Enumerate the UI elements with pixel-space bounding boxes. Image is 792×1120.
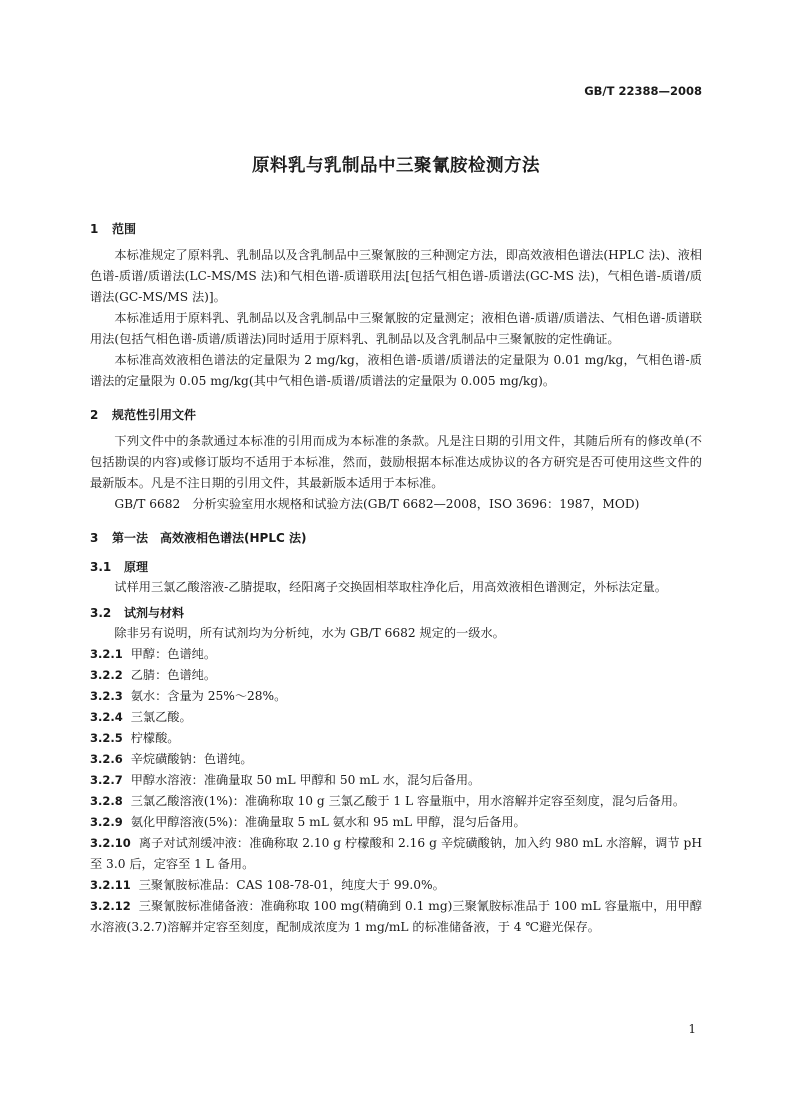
subsection-number: 3.2 bbox=[90, 606, 112, 620]
item-text: 辛烷磺酸钠：色谱纯。 bbox=[130, 752, 253, 766]
reagent-item bbox=[90, 770, 702, 791]
section-title: 规范性引用文件 bbox=[112, 408, 197, 422]
subsection-number: 3.1 bbox=[90, 560, 112, 574]
reagent-item bbox=[90, 749, 702, 770]
item-text: 甲醇水溶液：准确量取 50 mL 甲醇和 50 mL 水，混匀后备用。 bbox=[130, 773, 481, 787]
scope-paragraph: 本标准规定了原料乳、乳制品以及含乳制品中三聚氰胺的三种测定方法，即高效液相色谱法(HPLC 法)、液相色谱-质谱/质谱法(LC-MS/MS 法)和气相色谱-质谱联用法[包括气相色谱-质谱法(GC-MS 法)，气相色谱-质谱/质谱法(GC-MS/MS 法)]。 bbox=[90, 248, 702, 304]
item-number: 3.2.8 bbox=[90, 794, 123, 808]
section-number: 3 bbox=[90, 531, 99, 545]
references-paragraph: 下列文件中的条款通过本标准的引用而成为本标准的条款。凡是注日期的引用文件，其随后所有的修改单(不包括勘误的内容)或修订版均不适用于本标准，然而，鼓励根据本标准达成协议的各方研究是否可使用这些文件的最新版本。凡是不注日期的引用文件，其最新版本适用于本标准。 bbox=[90, 434, 702, 490]
item-number: 3.2.7 bbox=[90, 773, 123, 787]
item-number: 3.2.4 bbox=[90, 710, 123, 724]
reference-entry: GB/T 6682 分析实验室用水规格和试验方法(GB/T 6682—2008，ISO 3696：1987，MOD) bbox=[114, 497, 640, 511]
item-number: 3.2.5 bbox=[90, 731, 123, 745]
item-text: 柠檬酸。 bbox=[130, 731, 180, 745]
scope-paragraph: 本标准适用于原料乳、乳制品以及含乳制品中三聚氰胺的定量测定；液相色谱-质谱/质谱法、气相色谱-质谱联用法(包括气相色谱-质谱/质谱法)同时适用于原料乳、乳制品以及含乳制品中三聚氰胺的定性确证。 bbox=[90, 311, 702, 346]
item-text: 甲醇：色谱纯。 bbox=[130, 647, 217, 661]
subsection-title: 原理 bbox=[124, 560, 149, 574]
reagent-item bbox=[90, 728, 702, 749]
section-number: 1 bbox=[90, 222, 99, 236]
reagent-item bbox=[90, 896, 702, 938]
reagent-item bbox=[90, 686, 702, 707]
reagent-item bbox=[90, 812, 702, 833]
section-number: 2 bbox=[90, 408, 99, 422]
section-heading-method1 bbox=[90, 529, 702, 546]
item-text: 三氯乙酸。 bbox=[130, 710, 192, 724]
item-text: 乙腈：色谱纯。 bbox=[130, 668, 217, 682]
item-text: 三聚氰胺标准品：CAS 108-78-01，纯度大于 99.0%。 bbox=[138, 878, 445, 892]
reagents-intro: 除非另有说明，所有试剂均为分析纯，水为 GB/T 6682 规定的一级水。 bbox=[114, 626, 505, 640]
item-number: 3.2.9 bbox=[90, 815, 123, 829]
item-number: 3.2.12 bbox=[90, 899, 131, 913]
section-title: 范围 bbox=[112, 222, 137, 236]
subsection-title: 试剂与材料 bbox=[124, 606, 185, 620]
item-number: 3.2.2 bbox=[90, 668, 123, 682]
subsection-heading-principle bbox=[90, 558, 702, 575]
scope-paragraph: 本标准高效液相色谱法的定量限为 2 mg/kg，液相色谱-质谱/质谱法的定量限为 0.01 mg/kg，气相色谱-质谱法的定量限为 0.05 mg/kg(其中气相色谱-质谱/质谱法的定量限为 0.005 mg/kg)。 bbox=[90, 353, 702, 388]
reagent-item bbox=[90, 875, 702, 896]
item-text: 氨水：含量为 25%～28%。 bbox=[130, 689, 287, 703]
document-body bbox=[90, 210, 702, 938]
standard-code: GB/T 22388—2008 bbox=[584, 84, 702, 98]
item-text: 三氯乙酸溶液(1%)：准确称取 10 g 三氯乙酸于 1 L 容量瓶中，用水溶解并定容至刻度，混匀后备用。 bbox=[130, 794, 686, 808]
document-title: 原料乳与乳制品中三聚氰胺检测方法 bbox=[252, 156, 540, 176]
item-number: 3.2.11 bbox=[90, 878, 131, 892]
subsection-heading-reagents bbox=[90, 604, 702, 621]
section-heading-references bbox=[90, 406, 702, 423]
principle-paragraph: 试样用三氯乙酸溶液-乙腈提取，经阳离子交换固相萃取柱净化后，用高效液相色谱测定，外标法定量。 bbox=[114, 580, 667, 594]
reagent-item bbox=[90, 665, 702, 686]
item-text: 三聚氰胺标准储备液：准确称取 100 mg(精确到 0.1 mg)三聚氰胺标准品于 100 mL 容量瓶中，用甲醇水溶液(3.2.7)溶解并定容至刻度，配制成浓度为 1 mg/mL 的标准储备液，于 4 ℃避光保存。 bbox=[90, 899, 702, 934]
item-number: 3.2.10 bbox=[90, 836, 131, 850]
reagent-item bbox=[90, 707, 702, 728]
item-number: 3.2.1 bbox=[90, 647, 123, 661]
reagent-item bbox=[90, 791, 702, 812]
item-number: 3.2.6 bbox=[90, 752, 123, 766]
page-number: 1 bbox=[688, 1022, 696, 1036]
item-number: 3.2.3 bbox=[90, 689, 123, 703]
reagent-item bbox=[90, 644, 702, 665]
item-text: 离子对试剂缓冲液：准确称取 2.10 g 柠檬酸和 2.16 g 辛烷磺酸钠，加入约 980 mL 水溶解，调节 pH 至 3.0 后，定容至 1 L 备用。 bbox=[90, 836, 702, 871]
section-heading-scope bbox=[90, 220, 702, 237]
section-title: 第一法 高效液相色谱法(HPLC 法) bbox=[112, 531, 307, 545]
item-text: 氨化甲醇溶液(5%)：准确量取 5 mL 氨水和 95 mL 甲醇，混匀后备用。 bbox=[130, 815, 526, 829]
reagent-item bbox=[90, 833, 702, 875]
